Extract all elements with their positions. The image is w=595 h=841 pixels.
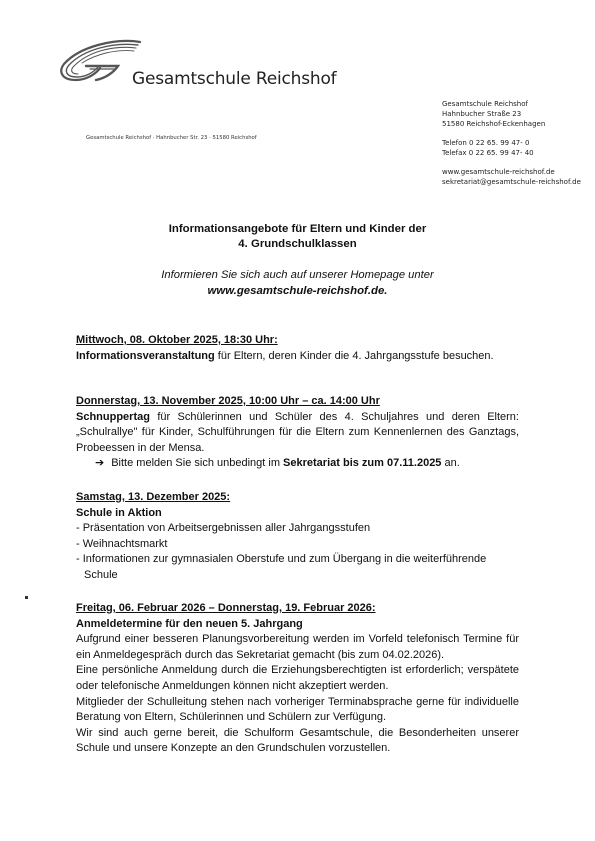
event-heading: Schule in Aktion — [76, 506, 162, 519]
address-block — [442, 99, 581, 187]
event-registration — [76, 601, 519, 757]
event-date: Samstag, 13. Dezember 2025: — [76, 491, 231, 503]
list-item: - Präsentation von Arbeitsergebnissen aller Jahrgangsstufen — [76, 522, 371, 535]
homepage-hint: Informieren Sie sich auch auf unserer Homepage unter — [161, 269, 434, 281]
deadline: Sekretariat bis zum 07.11.2025 — [283, 457, 442, 470]
address-name: Gesamtschule Reichshof — [442, 100, 528, 108]
paragraph: Mitglieder der Schulleitung stehen nach vorheriger Terminabsprache gerne für individuelle Beratung von Eltern, Schülerinnen und Schülern zur Verfügung. — [76, 695, 519, 724]
address-web: www.gesamtschule-reichshof.de — [442, 168, 555, 176]
arrow-right-icon: ➔ — [95, 457, 105, 470]
address-email: sekretariat@gesamtschule-reichshof.de — [442, 178, 581, 186]
address-phone: Telefon 0 22 65. 99 47- 0 — [442, 139, 530, 147]
event-description: für Schülerinnen und Schüler des 4. Schuljahres und deren Eltern: „Schulrallye" für Kinder, Schulführungen für die Eltern zum Kennenlernen des Ganztags, Probeessen in der Mensa. — [76, 410, 519, 454]
event-date: Donnerstag, 13. November 2025, 10:00 Uhr – ca. 14:00 Uhr — [76, 395, 380, 407]
event-date: Mittwoch, 08. Oktober 2025, 18:30 Uhr: — [76, 334, 278, 346]
sender-address-line: Gesamtschule Reichshof · Hahnbucher Str. 23 · 51580 Reichshof — [86, 135, 257, 141]
address-city: 51580 Reichshof-Eckenhagen — [442, 120, 546, 128]
event-description: für Eltern, deren Kinder die 4. Jahrgangsstufe besuchen. — [214, 349, 494, 362]
paragraph: Aufgrund einer besseren Planungsvorbereitung werden im Vorfeld telefonisch Termine für ein Anmeldegespräch durch das Sekretariat gemacht (bis zum 04.02.2026). — [76, 633, 519, 661]
registration-note: ➔ Bitte melden Sie sich unbedingt im Sekretariat bis zum 07.11.2025 an. — [95, 457, 460, 470]
school-name: Gesamtschule Reichshof — [132, 69, 337, 89]
event-lead: Informationsveranstaltung — [76, 349, 215, 362]
margin-mark — [25, 596, 28, 599]
paragraph: Wir sind auch gerne bereit, die Schulform Gesamtschule, die Besonderheiten unserer Schule und unsere Konzepte an den Grundschulen vorzustellen. — [76, 726, 519, 755]
event-school-in-action — [76, 490, 519, 584]
event-trial-day — [76, 394, 519, 472]
document-title-line2: 4. Grundschulklassen — [238, 238, 357, 250]
event-lead: Schnuppertag — [76, 410, 150, 423]
list-item: - Informationen zur gymnasialen Oberstufe und zum Übergang in die weiterführende Schule — [76, 553, 487, 581]
address-fax: Telefax 0 22 65. 99 47- 40 — [442, 149, 534, 157]
document-title-line1: Informationsangebote für Eltern und Kinder der — [168, 223, 427, 235]
event-heading: Anmeldetermine für den neuen 5. Jahrgang — [76, 617, 303, 630]
address-street: Hahnbucher Straße 23 — [442, 110, 522, 118]
event-date: Freitag, 06. Februar 2026 – Donnerstag, 19. Februar 2026: — [76, 602, 376, 614]
list-item: - Weihnachtsmarkt — [76, 537, 168, 550]
homepage-url: www.gesamtschule-reichshof.de. — [207, 285, 388, 297]
paragraph: Eine persönliche Anmeldung durch die Erziehungsberechtigten ist erforderlich; verspätete oder telefonische Anmeldungen können nicht akzeptiert werden. — [76, 664, 519, 692]
event-info-evening — [76, 333, 519, 364]
